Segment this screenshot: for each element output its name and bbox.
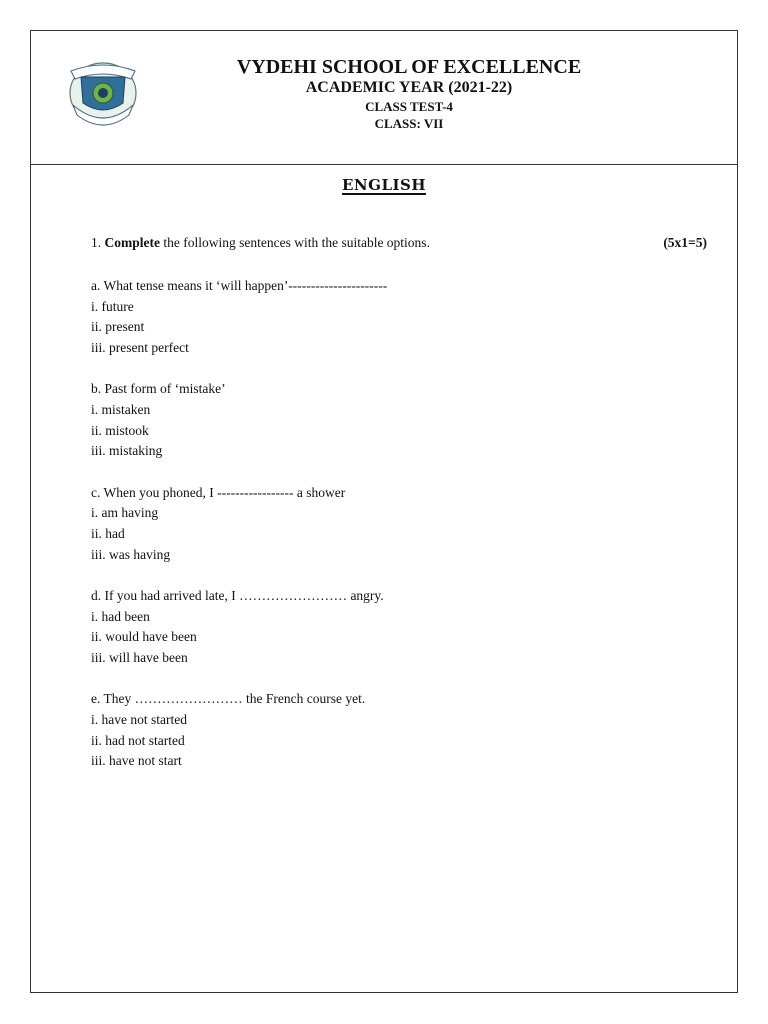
- class-test: CLASS TEST-4: [365, 99, 453, 114]
- item-option: iii. have not start: [91, 753, 182, 769]
- question-item-d: [91, 586, 711, 669]
- page-frame: [30, 30, 738, 993]
- item-stem: a. What tense means it ‘will happen’----------------------: [91, 278, 388, 293]
- question-item-a: [91, 276, 711, 359]
- question-text: the following sentences with the suitable options.: [159, 235, 430, 250]
- item-option: ii. had: [91, 526, 125, 542]
- school-logo: [65, 55, 141, 131]
- item-option: ii. would have been: [91, 629, 197, 645]
- item-option: iii. was having: [91, 546, 171, 562]
- item-stem: e. They …………………… the French course yet.: [91, 691, 366, 707]
- question-bold-word: Complete: [104, 235, 160, 250]
- item-option: i. had been: [91, 608, 150, 624]
- question-number: 1.: [91, 235, 102, 250]
- item-stem: d. If you had arrived late, I …………………… angry.: [91, 587, 384, 603]
- item-option: iii. present perfect: [91, 340, 189, 356]
- subject-title: [31, 176, 737, 194]
- question-item-c: [91, 483, 711, 566]
- school-header: [171, 56, 647, 132]
- item-option: ii. present: [91, 319, 145, 335]
- question-items: [91, 276, 711, 793]
- item-option: i. am having: [91, 505, 159, 521]
- item-option: i. future: [91, 298, 134, 314]
- academic-year: ACADEMIC YEAR (2021-22): [305, 79, 513, 96]
- item-stem: b. Past form of ‘mistake’: [91, 381, 226, 397]
- item-option: iii. mistaking: [91, 443, 163, 459]
- question-item-e: [91, 689, 711, 772]
- subject-label: ENGLISH: [341, 176, 427, 194]
- item-option: iii. will have been: [91, 650, 188, 666]
- item-option: i. mistaken: [91, 402, 151, 418]
- item-option: ii. had not started: [91, 732, 185, 748]
- class-name: CLASS: VII: [374, 116, 444, 131]
- item-option: ii. mistook: [91, 422, 149, 438]
- school-name: VYDEHI SCHOOL OF EXCELLENCE: [236, 56, 582, 78]
- question-instruction: [91, 235, 707, 251]
- item-option: i. have not started: [91, 711, 187, 727]
- item-stem: c. When you phoned, I ----------------- a shower: [91, 484, 346, 500]
- header-divider: [31, 164, 737, 165]
- question-item-b: [91, 379, 711, 462]
- question-marks: (5x1=5): [663, 235, 707, 250]
